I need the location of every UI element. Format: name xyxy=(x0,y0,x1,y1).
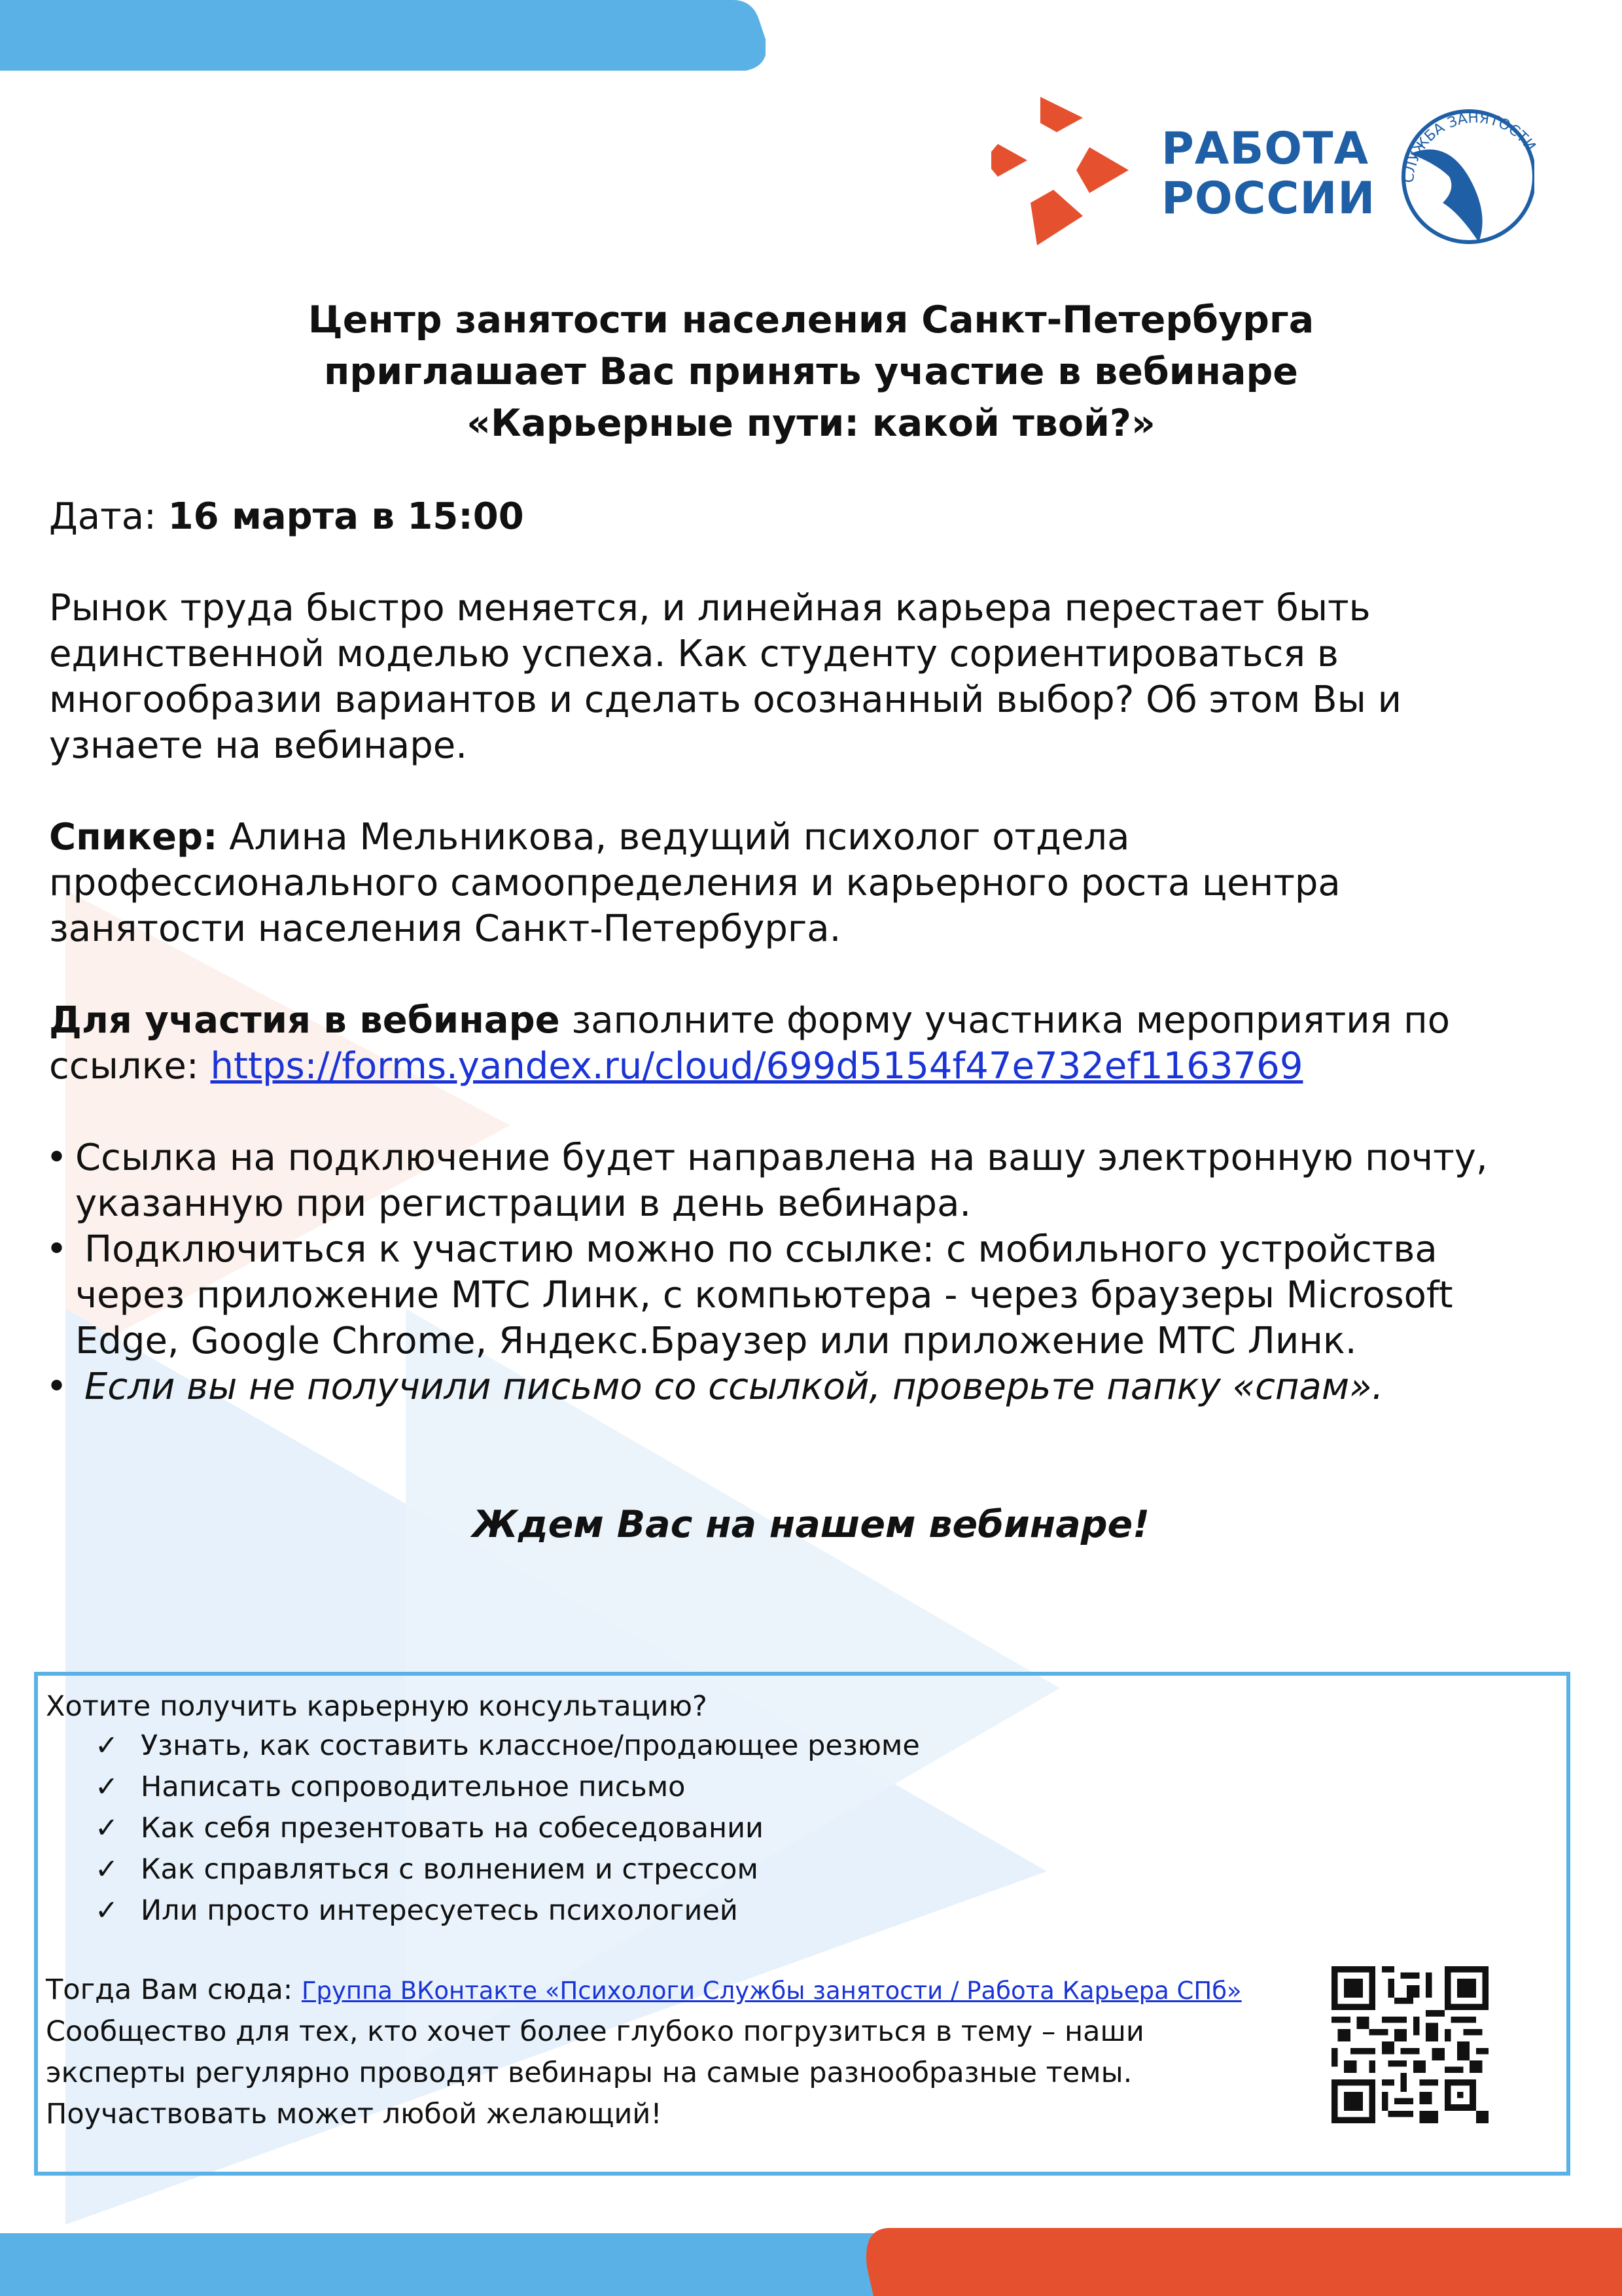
logo-line-2: РОССИИ xyxy=(1161,173,1376,224)
bullet-item xyxy=(46,1135,1590,1227)
participation-link-prefix: ссылке: xyxy=(49,1045,211,1087)
heading-line: «Карьерные пути: какой твой?» xyxy=(467,402,1155,445)
intro-line: многообразии вариантов и сделать осознанный выбор? Об этом Вы и xyxy=(49,679,1402,721)
bullet-icon: • xyxy=(46,1228,68,1271)
speaker-paragraph xyxy=(49,815,1574,952)
bullet-line: указанную при регистрации в день вебинара. xyxy=(75,1182,972,1225)
checklist-item-label: Узнать, как составить классное/продающее резюме xyxy=(141,1729,920,1762)
heading-line: приглашает Вас принять участие в вебинаре xyxy=(324,350,1298,393)
bullet-line: Ссылка на подключение будет направлена на вашу электронную почту, xyxy=(75,1137,1488,1179)
checklist-item xyxy=(95,1767,920,1808)
bullet-line: через приложение МТС Линк, с компьютера - через браузеры Microsoft xyxy=(75,1274,1453,1316)
consultation-footer xyxy=(46,1969,1242,2135)
check-icon: ✓ xyxy=(95,1853,119,1886)
intro-line: Рынок труда быстро меняется, и линейная карьера перестает быть xyxy=(49,587,1371,629)
bullet-item xyxy=(46,1364,1590,1410)
consultation-checklist xyxy=(95,1725,920,1932)
logo-ring-text xyxy=(1400,98,1551,203)
logo-wordmark xyxy=(1161,124,1397,224)
intro-paragraph xyxy=(49,586,1574,769)
bullet-line-spam-note: Если вы не получили письмо со ссылкой, проверьте папку «спам». xyxy=(84,1366,1384,1408)
footer-line: Поучаствовать может любой желающий! xyxy=(46,2098,662,2130)
checklist-item-label: Написать сопроводительное письмо xyxy=(141,1771,686,1803)
bullet-icon: • xyxy=(46,1366,68,1408)
intro-line: узнаете на вебинаре. xyxy=(49,724,468,767)
heading-line: Центр занятости населения Санкт-Петербурга xyxy=(308,298,1314,342)
bottom-decor-bar xyxy=(0,2228,1622,2296)
page-heading xyxy=(0,294,1622,450)
checklist-item-label: Или просто интересуетесь психологией xyxy=(141,1894,738,1927)
speaker-line: занятости населения Санкт-Петербурга. xyxy=(49,908,841,950)
speaker-line: Алина Мельникова, ведущий психолог отдела xyxy=(217,816,1130,858)
check-icon: ✓ xyxy=(95,1812,119,1845)
check-icon: ✓ xyxy=(95,1894,119,1927)
registration-form-link[interactable]: https://forms.yandex.ru/cloud/699d5154f47e732ef1163769 xyxy=(210,1045,1303,1087)
intro-line: единственной моделью успеха. Как студенту сориентироваться в xyxy=(49,633,1339,675)
event-date xyxy=(49,494,1574,540)
check-icon: ✓ xyxy=(95,1771,119,1803)
closing-message: Ждем Вас на нашем вебинаре! xyxy=(472,1503,1150,1546)
bullet-icon: • xyxy=(46,1137,68,1179)
participation-paragraph xyxy=(49,998,1574,1089)
consultation-question: Хотите получить карьерную консультацию? xyxy=(46,1690,707,1723)
info-bullet-list xyxy=(46,1135,1590,1410)
checklist-item xyxy=(95,1725,920,1767)
participation-label: Для участия в вебинаре xyxy=(49,999,560,1042)
svg-text:СЛУЖБА ЗАНЯТОСТИ: СЛУЖБА ЗАНЯТОСТИ xyxy=(1400,110,1539,184)
checklist-item xyxy=(95,1890,920,1932)
logo-arrows-icon xyxy=(991,97,1129,245)
participation-text: заполните форму участника мероприятия по xyxy=(559,999,1451,1042)
qr-code-icon[interactable] xyxy=(1331,1966,1489,2123)
speaker-line: профессионального самоопределения и карьерного роста центра xyxy=(49,862,1341,904)
checklist-item xyxy=(95,1849,920,1890)
vk-group-link[interactable]: Группа ВКонтакте «Психологи Службы занятости / Работа Карьера СПб» xyxy=(301,1977,1242,2005)
speaker-label: Спикер: xyxy=(49,816,218,858)
footer-line: эксперты регулярно проводят вебинары на самые разнообразные темы. xyxy=(46,2057,1133,2089)
checklist-item xyxy=(95,1808,920,1849)
checklist-item-label: Как себя презентовать на собеседовании xyxy=(141,1812,764,1845)
bullet-line: Edge, Google Chrome, Яндекс.Браузер или приложение МТС Линк. xyxy=(75,1320,1357,1362)
logo-line-1: РАБОТА xyxy=(1161,123,1369,175)
date-value: 16 марта в 15:00 xyxy=(167,495,524,538)
top-decor-bar xyxy=(0,0,766,71)
checklist-item-label: Как справляться с волнением и стрессом xyxy=(141,1853,758,1886)
footer-prefix: Тогда Вам сюда: xyxy=(46,1973,302,2006)
bullet-item xyxy=(46,1227,1590,1364)
date-label: Дата: xyxy=(49,495,168,538)
check-icon: ✓ xyxy=(95,1729,119,1762)
footer-line: Сообщество для тех, кто хочет более глубоко погрузиться в тему – наши xyxy=(46,2015,1144,2048)
bullet-line: Подключиться к участию можно по ссылке: с мобильного устройства xyxy=(84,1228,1437,1271)
